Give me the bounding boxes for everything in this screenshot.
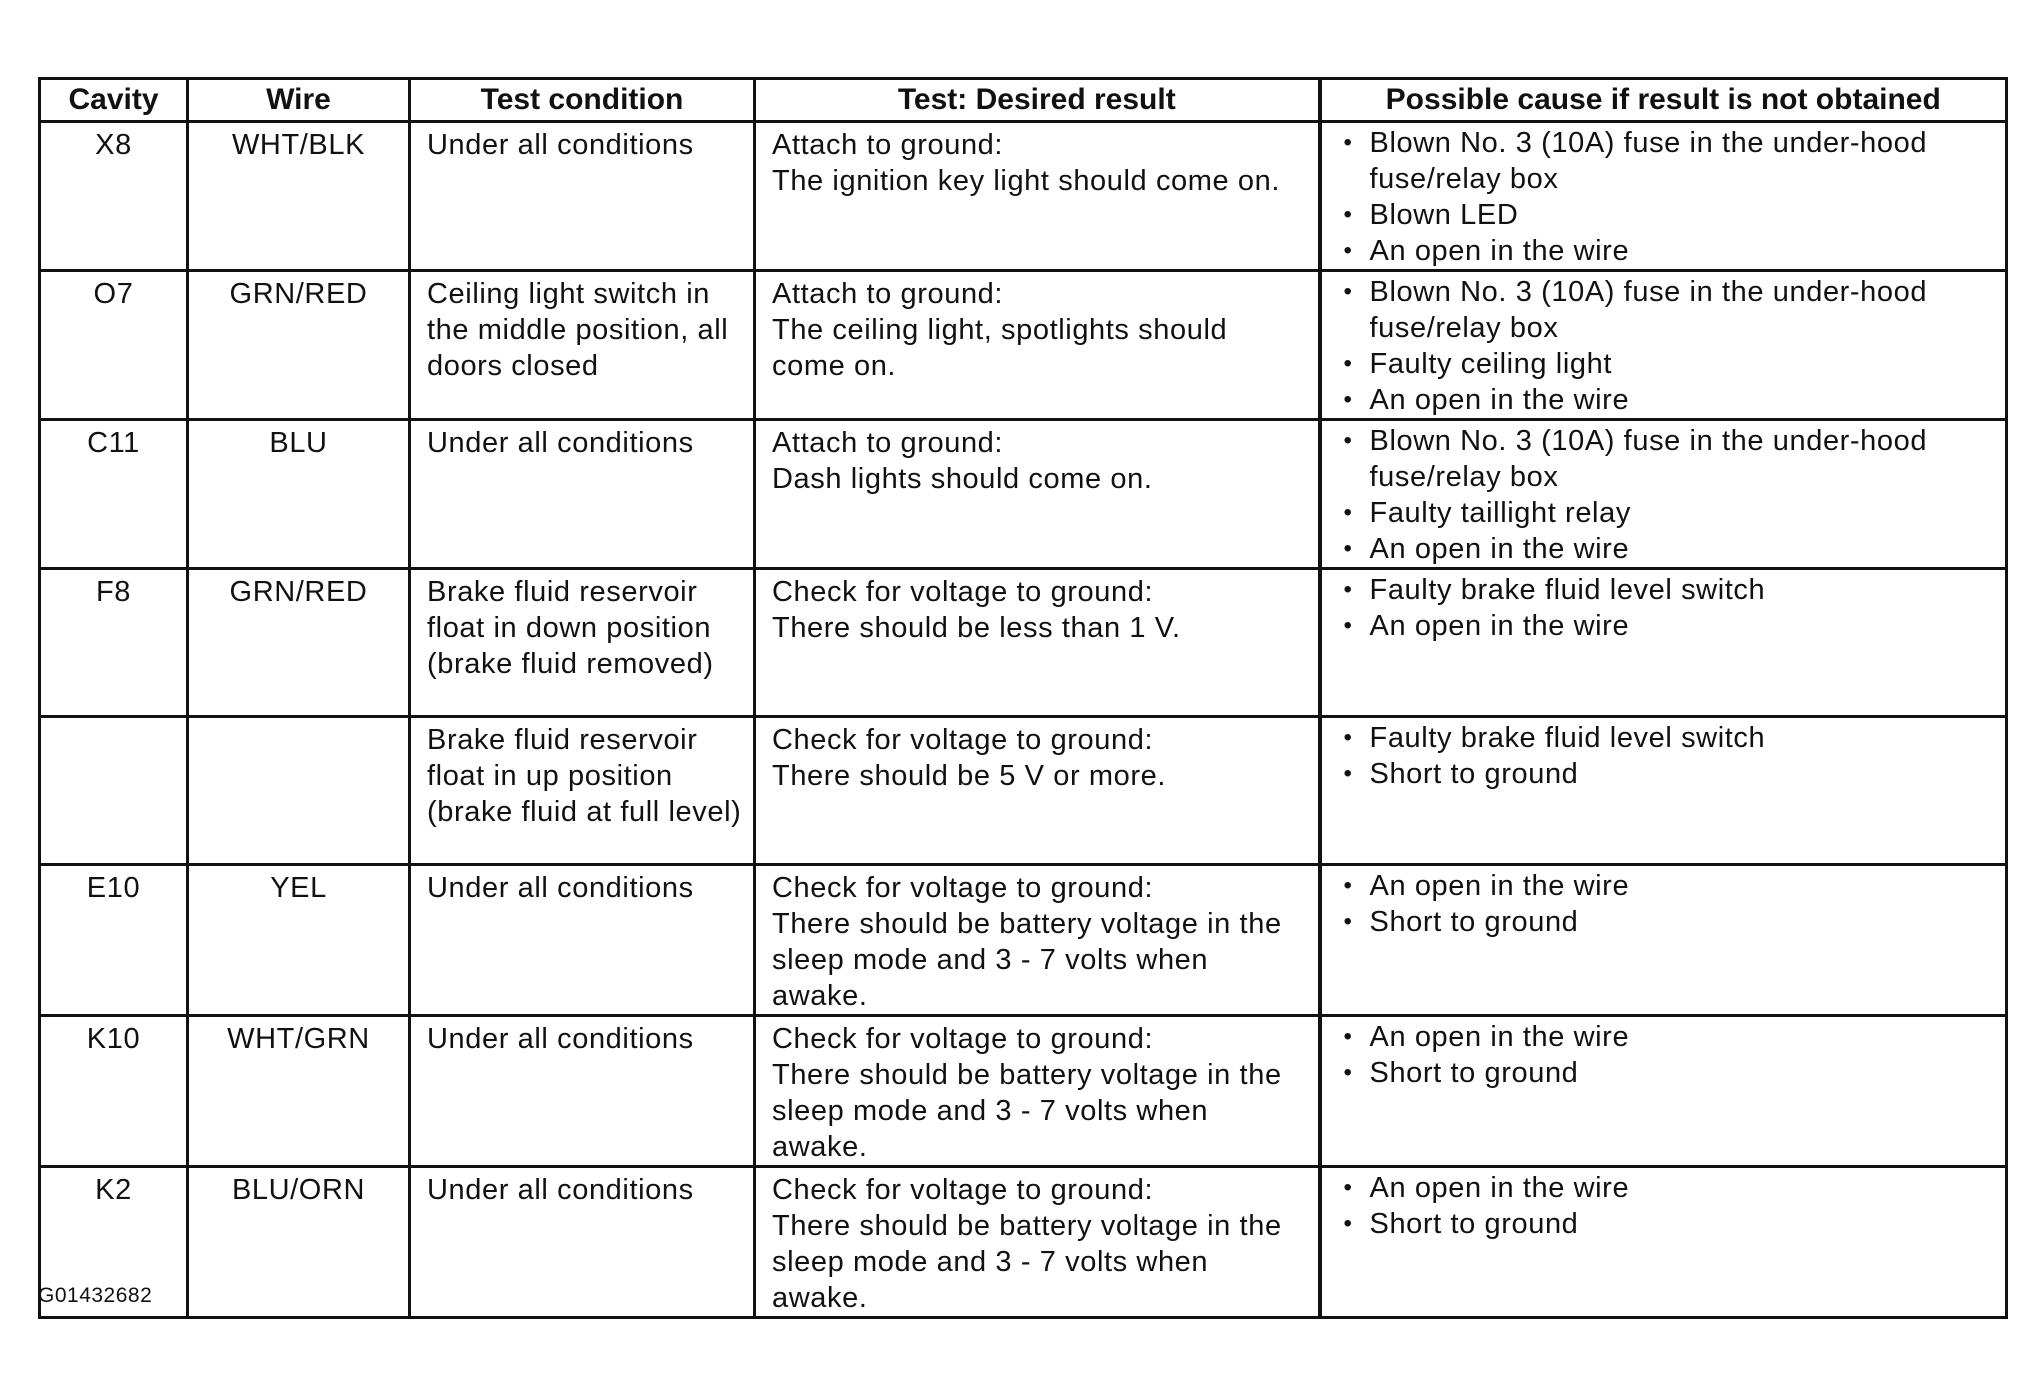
wire-color-cell [188, 717, 410, 865]
result-action: Attach to ground: [772, 427, 1004, 459]
cause-item: • Blown No. 3 (10A) fuse in the under-hood fuse/relay box [1370, 274, 1996, 346]
table-row [40, 271, 2007, 420]
cause-list [1322, 1168, 2006, 1242]
table-body [40, 122, 2007, 1318]
test-condition-cell: Ceiling light switch in the middle position, all doors closed [410, 271, 755, 420]
test-condition-cell: Under all conditions [410, 1167, 755, 1318]
header-desired-result: Test: Desired result [755, 79, 1320, 122]
possible-cause-cell [1320, 865, 2007, 1016]
cause-item: • An open in the wire [1370, 1170, 1996, 1206]
test-condition-cell: Brake fluid reservoir float in down position (brake fluid removed) [410, 569, 755, 717]
desired-result-cell [755, 717, 1320, 865]
desired-result-cell [755, 569, 1320, 717]
result-action: Check for voltage to ground: [772, 872, 1154, 904]
wire-color-cell: YEL [188, 865, 410, 1016]
desired-result-cell [755, 1016, 1320, 1167]
result-action: Check for voltage to ground: [772, 1023, 1154, 1055]
test-condition-cell: Brake fluid reservoir float in up position (brake fluid at full level) [410, 717, 755, 865]
wire-color-cell: BLU [188, 420, 410, 569]
result-expected: There should be 5 V or more. [772, 760, 1166, 792]
result-expected: There should be battery voltage in the sleep mode and 3 - 7 volts when awake. [772, 1059, 1282, 1163]
cavity-cell: F8 [40, 569, 188, 717]
cause-list [1322, 421, 2006, 567]
possible-cause-cell [1320, 569, 2007, 717]
cavity-cell: K2 [40, 1167, 188, 1318]
cavity-cell: E10 [40, 865, 188, 1016]
cause-item: • An open in the wire [1370, 1019, 1996, 1055]
cause-item: • Blown No. 3 (10A) fuse in the under-hood fuse/relay box [1370, 423, 1996, 495]
table-row [40, 122, 2007, 271]
cause-list [1322, 866, 2006, 940]
possible-cause-cell [1320, 420, 2007, 569]
result-action: Attach to ground: [772, 278, 1004, 310]
table-row [40, 717, 2007, 865]
table-row [40, 569, 2007, 717]
possible-cause-cell [1320, 271, 2007, 420]
cause-list [1322, 272, 2006, 418]
desired-result-cell [755, 420, 1320, 569]
result-action: Attach to ground: [772, 129, 1004, 161]
cause-item: • Faulty brake fluid level switch [1370, 720, 1996, 756]
result-expected: There should be less than 1 V. [772, 612, 1181, 644]
cause-list [1322, 1017, 2006, 1091]
header-cavity: Cavity [40, 79, 188, 122]
cause-item: • Short to ground [1370, 1055, 1996, 1091]
cause-item: • Faulty ceiling light [1370, 346, 1996, 382]
wire-color-cell: WHT/GRN [188, 1016, 410, 1167]
cavity-cell: C11 [40, 420, 188, 569]
table-row [40, 865, 2007, 1016]
connector-test-table [38, 77, 2008, 1319]
result-expected: The ceiling light, spotlights should come on. [772, 314, 1228, 382]
cavity-cell: O7 [40, 271, 188, 420]
result-action: Check for voltage to ground: [772, 576, 1154, 608]
desired-result-cell [755, 1167, 1320, 1318]
cause-item: • Short to ground [1370, 1206, 1996, 1242]
table-row [40, 1016, 2007, 1167]
test-condition-cell: Under all conditions [410, 1016, 755, 1167]
test-condition-cell: Under all conditions [410, 420, 755, 569]
cause-item: • An open in the wire [1370, 868, 1996, 904]
result-expected: There should be battery voltage in the sleep mode and 3 - 7 volts when awake. [772, 908, 1282, 1012]
cause-item: • Faulty brake fluid level switch [1370, 572, 1996, 608]
desired-result-cell [755, 122, 1320, 271]
table-row [40, 420, 2007, 569]
cause-item: • An open in the wire [1370, 382, 1996, 418]
cause-list [1322, 123, 2006, 269]
cavity-cell: X8 [40, 122, 188, 271]
test-condition-cell: Under all conditions [410, 865, 755, 1016]
cause-item: • Short to ground [1370, 756, 1996, 792]
result-action: Check for voltage to ground: [772, 724, 1154, 756]
header-possible-cause: Possible cause if result is not obtained [1320, 79, 2007, 122]
cause-item: • An open in the wire [1370, 531, 1996, 567]
result-expected: The ignition key light should come on. [772, 165, 1281, 197]
result-expected: Dash lights should come on. [772, 463, 1153, 495]
cause-item: • Blown LED [1370, 197, 1996, 233]
table-row [40, 1167, 2007, 1318]
possible-cause-cell [1320, 122, 2007, 271]
cause-list [1322, 718, 2006, 792]
test-condition-cell: Under all conditions [410, 122, 755, 271]
desired-result-cell [755, 865, 1320, 1016]
header-test-condition: Test condition [410, 79, 755, 122]
table-header-row [40, 79, 2007, 122]
possible-cause-cell [1320, 717, 2007, 865]
cause-item: • Short to ground [1370, 904, 1996, 940]
cause-list [1322, 570, 2006, 644]
desired-result-cell [755, 271, 1320, 420]
wire-color-cell: GRN/RED [188, 569, 410, 717]
cause-item: • Faulty taillight relay [1370, 495, 1996, 531]
header-wire: Wire [188, 79, 410, 122]
result-action: Check for voltage to ground: [772, 1174, 1154, 1206]
cavity-cell: K10 [40, 1016, 188, 1167]
wire-color-cell: GRN/RED [188, 271, 410, 420]
cause-item: • An open in the wire [1370, 608, 1996, 644]
possible-cause-cell [1320, 1016, 2007, 1167]
result-expected: There should be battery voltage in the sleep mode and 3 - 7 volts when awake. [772, 1210, 1282, 1314]
cavity-cell [40, 717, 188, 865]
wire-color-cell: WHT/BLK [188, 122, 410, 271]
cause-item: • An open in the wire [1370, 233, 1996, 269]
cause-item: • Blown No. 3 (10A) fuse in the under-hood fuse/relay box [1370, 125, 1996, 197]
possible-cause-cell [1320, 1167, 2007, 1318]
figure-code: G01432682 [38, 1284, 153, 1307]
wire-color-cell: BLU/ORN [188, 1167, 410, 1318]
